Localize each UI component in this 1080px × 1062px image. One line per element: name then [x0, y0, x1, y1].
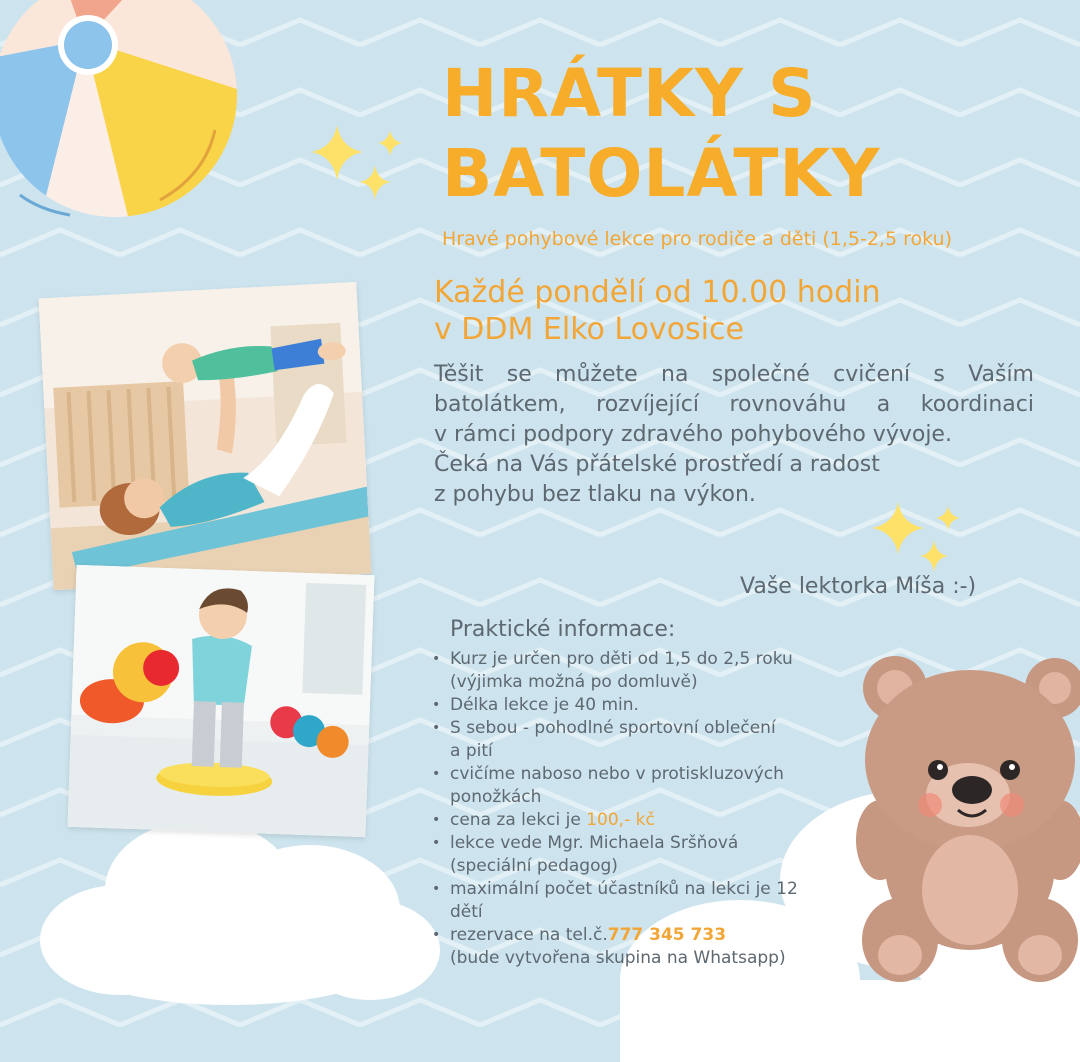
beach-ball-icon [0, 0, 250, 240]
reservation-label: rezervace na tel.č. [450, 925, 608, 945]
schedule-line-2: v DDM Elko Lovosice [434, 312, 744, 347]
list-item: • cvičíme naboso nebo v protiskluzových ponožkách [430, 763, 830, 809]
schedule-line-1: Každé pondělí od 10.00 hodin [434, 275, 881, 310]
info-list [430, 648, 830, 970]
description-line: z pohybu bez tlaku na výkon. [434, 482, 756, 507]
description-line: Čeká na Vás přátelské prostředí a radost [434, 452, 880, 477]
info-heading: Praktické informace: [450, 617, 676, 642]
price-value: 100,- kč [586, 810, 655, 830]
list-item: • Kurz je určen pro děti od 1,5 do 2,5 roku (výjimka možná po domluvě) [430, 648, 830, 694]
price-label: cena za lekci je [450, 810, 587, 830]
list-item: • S sebou - pohodlné sportovní oblečení a pití [430, 717, 830, 763]
list-item: • Délka lekce je 40 min. [430, 694, 830, 717]
title-line-1: HRÁTKY S [442, 55, 817, 132]
teddy-bear-icon [850, 650, 1080, 1000]
sparkles-icon [305, 120, 415, 210]
photo-mother-baby [39, 282, 372, 590]
description-line: v rámci podpory zdravého pohybového vývoje. [434, 422, 952, 447]
description-line: Těšit se můžete na společné cvičení s Vaším [434, 362, 1034, 387]
list-item [430, 809, 830, 832]
schedule [434, 274, 1054, 348]
list-item: • rezervace na tel.č.777 345 733 (bude vytvořena skupina na Whatsapp) [430, 924, 830, 970]
title-line-2: BATOLÁTKY [442, 135, 881, 212]
page-title [442, 54, 1042, 214]
signature: Vaše lektorka Míša :-) [740, 574, 977, 599]
sparkles-icon [868, 498, 968, 578]
list-item: • maximální počet účastníků na lekci je 12 dětí [430, 878, 830, 924]
description [434, 360, 1034, 510]
photo-toddler [68, 565, 375, 837]
subtitle: Hravé pohybové lekce pro rodiče a děti (1,5-2,5 roku) [442, 228, 952, 250]
description-line: batolátkem, rozvíjející rovnováhu a koordinaci [434, 392, 1034, 417]
cloud-icon [30, 800, 450, 1020]
list-item: • lekce vede Mgr. Michaela Sršňová (speciální pedagog) [430, 832, 830, 878]
phone-number[interactable]: 777 345 733 [607, 925, 727, 945]
